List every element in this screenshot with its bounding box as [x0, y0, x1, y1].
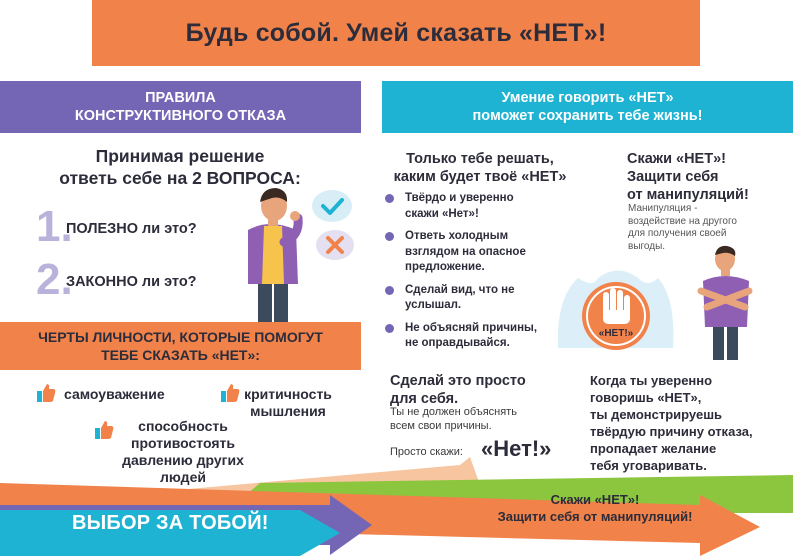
- check-icon: [312, 190, 352, 222]
- check-bubble: [312, 190, 352, 222]
- right-head-line1: Умение говорить «НЕТ»: [501, 90, 674, 106]
- your-decision-heading: [380, 150, 580, 186]
- footer-say-no: [460, 491, 730, 525]
- thumbs-up-icon: [36, 383, 56, 403]
- traits-header: [0, 322, 361, 370]
- right-header: [382, 81, 793, 133]
- manip-line4: выгоды.: [628, 240, 666, 252]
- question-2-text: ЗАКОННО ли это?: [66, 274, 197, 290]
- manip-line1: Манипуляция -: [628, 203, 698, 214]
- footer-say-no-line1: Скажи «НЕТ»!: [550, 492, 640, 507]
- tip-line: не оправдывайся.: [405, 337, 510, 349]
- confident-line5: пропадает желание: [590, 441, 717, 456]
- manip-line3: для получения своей: [628, 228, 727, 239]
- your-decision-line2: каким будет твоё «НЕТ»: [393, 169, 567, 185]
- cross-icon: [316, 230, 354, 260]
- thumbs-up-icon: [220, 383, 240, 403]
- tip-line: предложение.: [405, 261, 485, 273]
- question-1-number: 1.: [36, 202, 73, 251]
- tip-item: [383, 229, 563, 276]
- question-1-text: ПОЛЕЗНО ли это?: [66, 221, 197, 237]
- just-say-label: Просто скажи:: [390, 446, 463, 458]
- simple-sub1: Ты не должен объяснять: [390, 406, 517, 418]
- question-2: [36, 255, 226, 304]
- say-no-block: [627, 150, 777, 204]
- rules-title-line1: ПРАВИЛА: [145, 90, 216, 106]
- trait-label: самоуважение: [64, 386, 165, 402]
- bullet-dot: [385, 324, 394, 333]
- footer-say-no-line2: Защити себя от манипуляций!: [497, 509, 693, 524]
- confident-line6: тебя уговаривать.: [590, 458, 707, 473]
- trait-label-line1: критичность: [244, 386, 332, 402]
- rules-title-line2: КОНСТРУКТИВНОГО ОТКАЗА: [74, 108, 287, 124]
- trait-label-line1: способность: [138, 418, 228, 434]
- tip-item: [383, 321, 563, 352]
- stop-label: «НЕТ!»: [598, 328, 634, 339]
- stop-hand-illustration: [548, 258, 683, 358]
- page-title: Будь собой. Умей сказать «НЕТ»!: [185, 18, 607, 47]
- say-no-line3: от манипуляций!: [627, 187, 749, 203]
- trait-label-line4: людей: [160, 469, 206, 485]
- say-no-line1: Скажи «НЕТ»!: [627, 151, 726, 167]
- decide-line1: Принимая решение: [95, 146, 265, 166]
- confident-line1: Когда ты уверенно: [590, 373, 713, 388]
- traits-title-line1: ЧЕРТЫ ЛИЧНОСТИ, КОТОРЫЕ ПОМОГУТ: [38, 329, 323, 345]
- title-banner: [92, 0, 700, 66]
- traits-title-line2: ТЕБЕ СКАЗАТЬ «НЕТ»:: [101, 347, 260, 363]
- trait-label-line3: давлению других: [122, 452, 244, 468]
- simple-sub2: всем свои причины.: [390, 420, 492, 432]
- tip-item: [383, 191, 563, 222]
- tip-line: взглядом на опасное: [405, 245, 526, 258]
- bullet-dot: [385, 286, 394, 295]
- tip-line: Не объясняй причины,: [405, 321, 538, 334]
- simple-line1: Сделай это просто: [390, 373, 526, 389]
- rules-header: [0, 81, 361, 133]
- question-1: [36, 202, 226, 251]
- manip-line2: воздействие на другого: [628, 215, 737, 227]
- tip-item: [383, 283, 563, 314]
- no-big-label: «Нет!»: [481, 436, 552, 461]
- confident-line3: ты демонстрируешь: [590, 407, 723, 422]
- bullet-dot: [385, 194, 394, 203]
- simple-subtext: [390, 405, 550, 433]
- trait-label-line2: противостоять: [131, 435, 235, 451]
- your-decision-line1: Только тебе решать,: [406, 151, 554, 167]
- tip-line: скажи «Нет»!: [405, 207, 479, 220]
- tips-list: [383, 191, 563, 359]
- simple-line2: для себя.: [390, 391, 459, 407]
- tip-line: Сделай вид, что не: [405, 283, 515, 296]
- choice-text: ВЫБОР ЗА ТОБОЙ!: [72, 512, 269, 534]
- tip-line: Ответь холодным: [405, 230, 509, 242]
- crossed-arms-person-illustration: [697, 245, 757, 360]
- thumbs-up-icon: [94, 420, 114, 440]
- confident-line4: твёрдую причину отказа,: [590, 424, 753, 439]
- say-no-line2: Защити себя: [627, 169, 719, 185]
- bullet-dot: [385, 232, 394, 241]
- cross-bubble: [316, 230, 354, 260]
- tip-line: Твёрдо и уверенно: [405, 192, 514, 204]
- confident-line2: говоришь «НЕТ»,: [590, 390, 702, 405]
- decide-line2: ответь себе на 2 ВОПРОСА:: [59, 168, 301, 188]
- trait-label-line2: мышления: [250, 403, 326, 419]
- tip-line: услышал.: [405, 299, 462, 311]
- simple-heading: [390, 372, 530, 408]
- question-2-number: 2.: [36, 255, 73, 304]
- right-head-line2: поможет сохранить тебе жизнь!: [472, 108, 703, 124]
